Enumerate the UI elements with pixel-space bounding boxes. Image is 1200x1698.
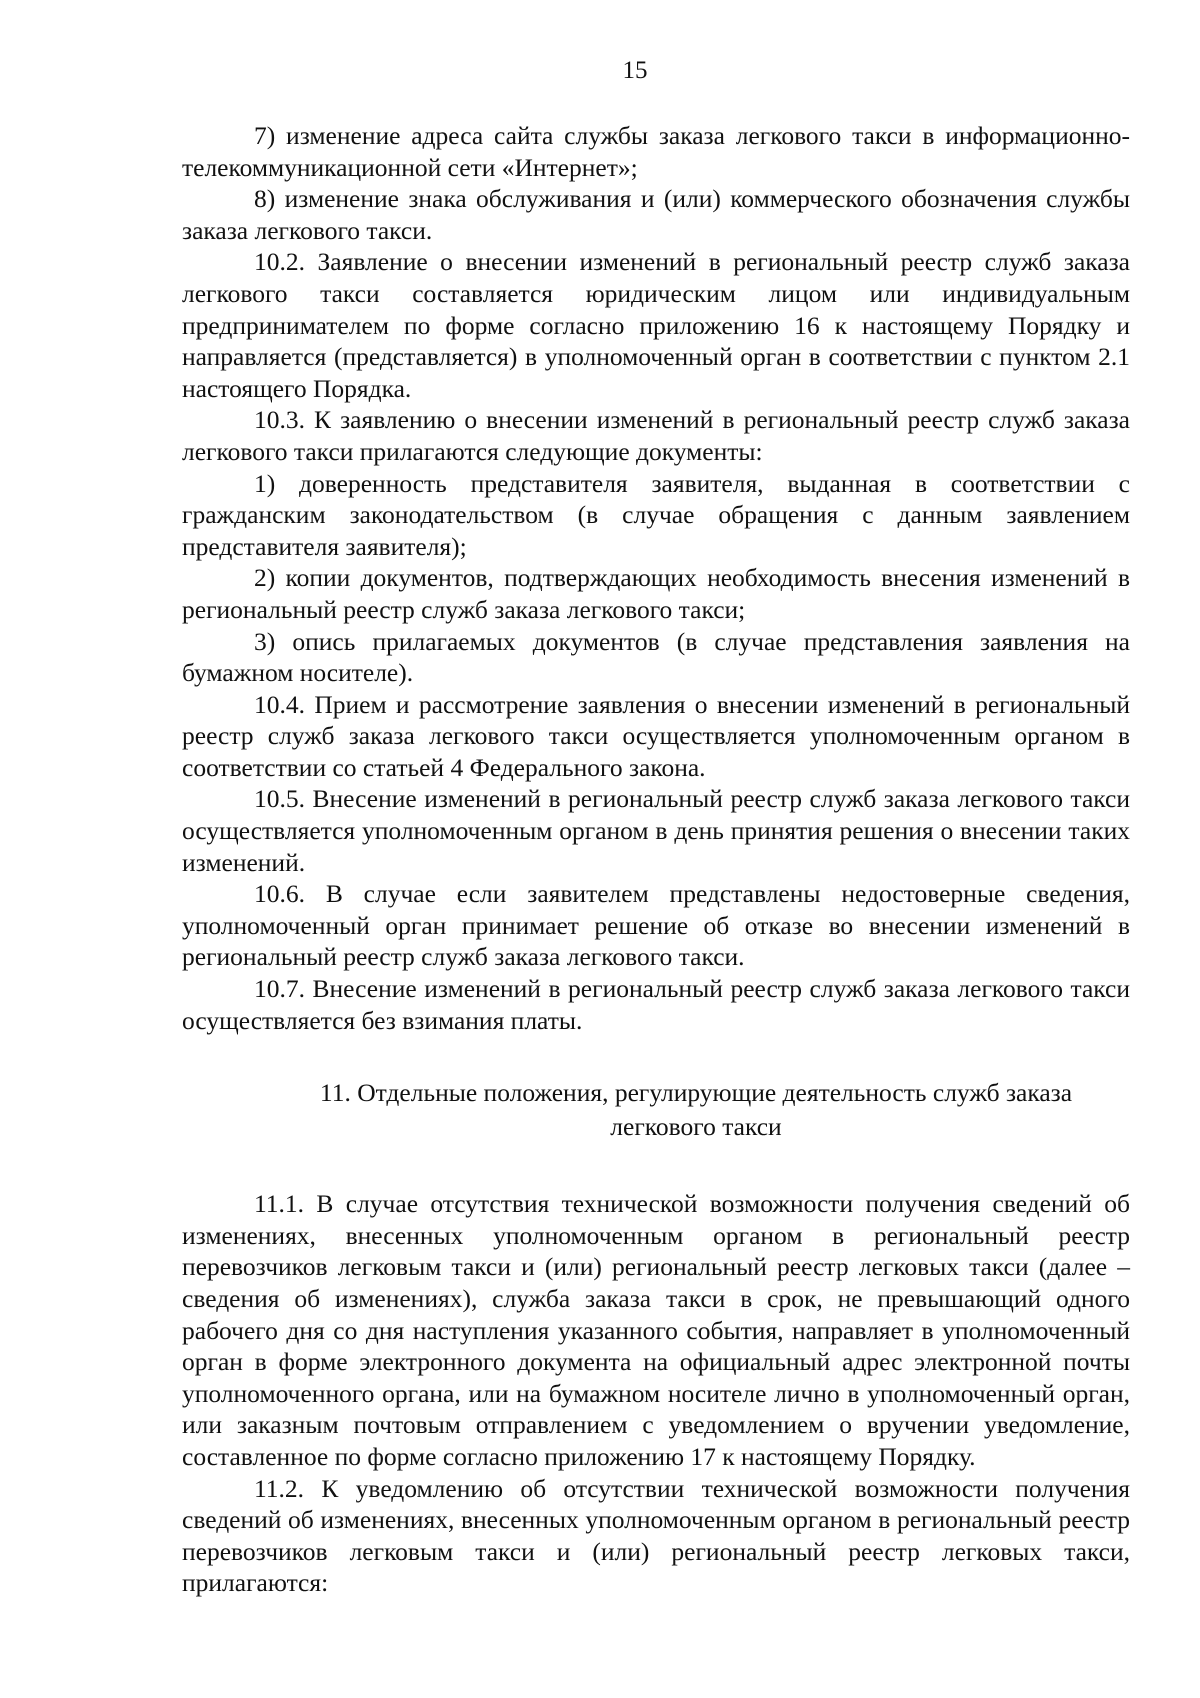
paragraph-item-8: 8) изменение знака обслуживания и (или) коммерческого обозначения службы заказа легкового такси. (182, 184, 1130, 245)
page-number: 15 (622, 57, 648, 84)
section-heading (182, 1076, 1130, 1144)
paragraph-10-2: 10.2. Заявление о внесении изменений в региональный реестр служб заказа легкового такси составляется юридическим лицом или индивидуальным предпринимателем по форме согласно приложению 16 к настоящему Порядку и направляется (представляется) в уполномоченный орган в соответствии с пунктом 2.1 настоящего Порядка. (182, 247, 1130, 403)
paragraph-doc-item-3: 3) опись прилагаемых документов (в случае представления заявления на бумажном носителе). (182, 626, 1130, 688)
paragraph-10-4: 10.4. Прием и рассмотрение заявления о внесении изменений в региональный реестр служб заказа легкового такси осуществляется уполномоченным органом в соответствии со статьей 4 Федерального закона. (182, 689, 1130, 782)
paragraph-11-1: 11.1. В случае отсутствия технической возможности получения сведений об изменениях, внесенных уполномоченным органом в региональный реестр перевозчиков легковым такси и (или) региональный реестр легковых такси (далее – сведения об изменениях), служба заказа такси в срок, не превышающий одного рабочего дня со дня наступления указанного события, направляет в уполномоченный орган в форме электронного документа на официальный адрес электронной почты уполномоченного органа, или на бумажном носителе лично в уполномоченный орган, или заказным почтовым отправлением с уведомлением о вручении уведомление, составленное по форме согласно приложению 17 к настоящему Порядку. (182, 1189, 1130, 1471)
paragraph-doc-item-1: 1) доверенность представителя заявителя, выданная в соответствии с гражданским законодательством (в случае обращения с данным заявлением представителя заявителя); (182, 468, 1130, 561)
paragraph-11-2: 11.2. К уведомлению об отсутствии технической возможности получения сведений об изменениях, внесенных уполномоченным органом в региональный реестр перевозчиков легковым такси и (или) региональный реестр легковых такси, прилагаются: (182, 1473, 1130, 1598)
section-heading-line-2: легкового такси (610, 1112, 782, 1142)
paragraph-doc-item-2: 2) копии документов, подтверждающих необходимость внесения изменений в региональный реестр служб заказа легкового такси; (182, 563, 1130, 624)
paragraph-item-7: 7) изменение адреса сайта службы заказа легкового такси в информационно-телекоммуникационной сети «Интернет»; (182, 121, 1130, 182)
document-body (182, 120, 1130, 1599)
section-heading-line-1: 11. Отдельные положения, регулирующие деятельность служб заказа (319, 1078, 1073, 1108)
paragraph-10-6: 10.6. В случае если заявителем представлены недостоверные сведения, уполномоченный орган принимает решение об отказе во внесении изменений в региональный реестр служб заказа легкового такси. (182, 879, 1130, 972)
paragraph-10-7: 10.7. Внесение изменений в региональный реестр служб заказа легкового такси осуществляется без взимания платы. (182, 974, 1130, 1035)
paragraph-10-3: 10.3. К заявлению о внесении изменений в региональный реестр служб заказа легкового такси прилагаются следующие документы: (182, 405, 1130, 466)
paragraph-10-5: 10.5. Внесение изменений в региональный реестр служб заказа легкового такси осуществляется уполномоченным органом в день принятия решения о внесении таких изменений. (182, 784, 1130, 877)
